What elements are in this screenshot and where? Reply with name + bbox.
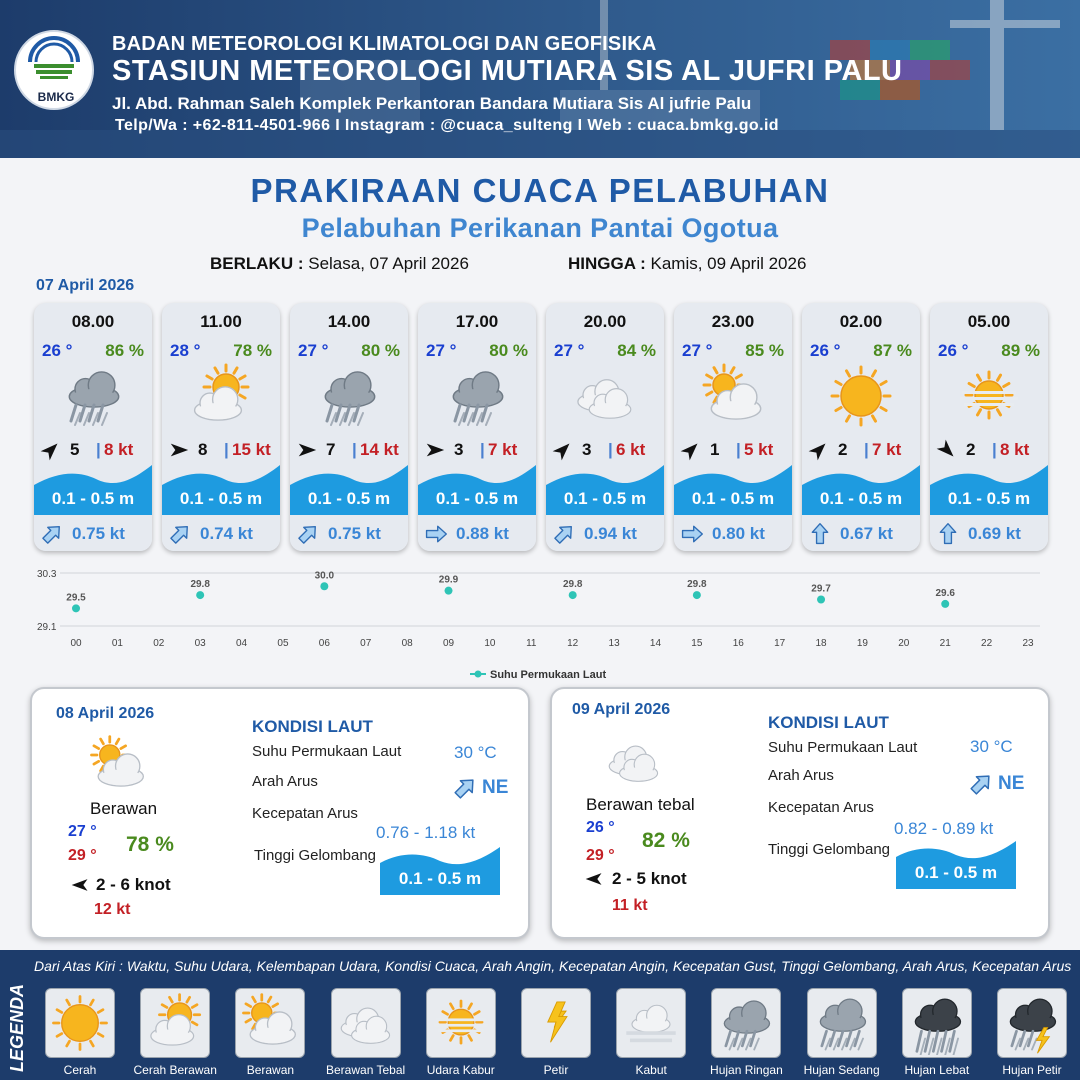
wind-speed: 1 (710, 440, 720, 459)
forecast-card (162, 303, 280, 551)
forecast-card (930, 303, 1048, 551)
current-info (162, 515, 280, 551)
min-temperature: 27 ° (68, 823, 97, 840)
daily-current-arrow (452, 775, 478, 806)
current-info (546, 515, 664, 551)
air-temperature: 26 ° (42, 341, 73, 360)
current-direction (680, 522, 704, 546)
x-tick-label: 09 (442, 638, 455, 649)
partly-cloudy-icon (186, 361, 256, 431)
humidity: 80 % (489, 341, 528, 360)
valid-to-label: HINGGA : (568, 254, 646, 273)
legend-description: Dari Atas Kiri : Waktu, Suhu Udara, Kelembapan Udara, Kondisi Cuaca, Arah Angin, Kecepatan Angin, Kecepatan Gust, Tinggi Gelombang, Arah Arus, Kecepatan Arus (34, 958, 1072, 974)
x-tick-label: 04 (236, 638, 248, 649)
air-temperature: 27 ° (682, 341, 713, 360)
x-tick-label: 21 (939, 638, 951, 649)
y-tick-label: 29.1 (37, 622, 57, 633)
air-temperature: 27 ° (298, 341, 329, 360)
legend-item-label: Hujan Lebat (904, 1063, 970, 1077)
air-temperature: 26 ° (810, 341, 841, 360)
humidity: 80 % (361, 341, 400, 360)
current-speed-label: Kecepatan Arus (252, 805, 358, 822)
partly-cloudy-icon (143, 991, 207, 1055)
cloudy-icon (238, 991, 302, 1055)
daily-date: 09 April 2026 (572, 701, 671, 718)
current-speed: 0.75 kt (328, 524, 381, 543)
station-name: STASIUN METEOROLOGI MUTIARA SIS AL JUFRI PALU (112, 55, 903, 87)
thunderstorm-icon (1000, 991, 1064, 1055)
station-address: Jl. Abd. Rahman Saleh Komplek Perkantoran Bandara Mutiara Sis Al jufrie Palu (112, 94, 752, 113)
legend-item (616, 988, 686, 1058)
x-tick-label: 01 (111, 638, 123, 649)
x-tick-label: 13 (608, 638, 620, 649)
data-label: 29.8 (687, 579, 707, 591)
heavy-rain-icon (905, 991, 969, 1055)
wind-speed: 7 (326, 440, 336, 459)
current-speed: 0.94 kt (584, 524, 637, 543)
daily-humidity: 82 % (642, 829, 690, 852)
min-temperature: 26 ° (586, 819, 615, 836)
current-arrow-icon (968, 771, 994, 797)
wind-arrow-icon (168, 439, 190, 461)
moderate-rain-icon (810, 991, 874, 1055)
wind-direction (168, 439, 190, 461)
x-tick-label: 16 (732, 638, 744, 649)
current-arrow-icon (296, 522, 320, 546)
wave-height: 0.1 - 0.5 m (563, 489, 647, 508)
wave-height: 0.1 - 0.5 m (819, 489, 903, 508)
current-speed-value: 0.82 - 0.89 kt (894, 819, 994, 838)
station-contact: Telp/Wa : +62-811-4501-966 I Instagram : @cuaca_sulteng I Web : cuaca.bmkg.go.id (115, 117, 779, 134)
current-speed-label: Kecepatan Arus (768, 799, 874, 816)
current-speed: 0.88 kt (456, 524, 509, 543)
legend-item (140, 988, 210, 1058)
daily-condition: Berawan tebal (586, 795, 695, 814)
data-label: 30.0 (314, 570, 335, 582)
data-label: 29.8 (562, 579, 583, 591)
forecast-time: 05.00 (967, 312, 1011, 331)
overcast-icon (602, 729, 666, 793)
daily-wind-speed: 2 - 6 knot (96, 875, 171, 894)
legend-item (902, 988, 972, 1058)
wind-speed: 3 (454, 440, 464, 459)
gust-speed: 7 kt (488, 440, 518, 459)
wind-separator: | (992, 440, 997, 459)
forecast-time: 14.00 (327, 312, 371, 331)
wind-info (680, 439, 788, 461)
wind-speed: 2 (838, 440, 848, 459)
wave-height-label: Tinggi Gelombang (768, 841, 891, 858)
humidity: 89 % (1001, 341, 1040, 360)
legend-item-label: Kabut (635, 1063, 667, 1077)
current-direction-label: Arah Arus (252, 773, 318, 790)
current-direction (808, 522, 832, 546)
wave-height: 0.1 - 0.5 m (691, 489, 775, 508)
daily-card (550, 687, 1050, 939)
data-label: 29.5 (66, 592, 86, 604)
x-tick-label: 11 (526, 638, 537, 649)
forecast-card (290, 303, 408, 551)
current-info (34, 515, 152, 551)
daily-date: 08 April 2026 (56, 705, 155, 722)
legend-item-label: Berawan (246, 1063, 295, 1077)
legend-item-label: Cerah Berawan (133, 1063, 217, 1077)
forecast-card (674, 303, 792, 551)
cloudy-icon (86, 733, 150, 797)
wind-info (936, 439, 1044, 461)
humidity: 78 % (233, 341, 272, 360)
current-info (802, 515, 920, 551)
wave-height: 0.1 - 0.5 m (179, 489, 263, 508)
wind-direction (424, 439, 446, 461)
wind-speed: 5 (70, 440, 80, 459)
legend-item-label: Hujan Ringan (710, 1063, 783, 1077)
clear-icon (48, 991, 112, 1055)
wind-direction (680, 439, 702, 461)
current-arrow-icon (424, 522, 448, 546)
current-speed: 0.69 kt (968, 524, 1021, 543)
wind-arrow-icon (936, 439, 958, 461)
current-direction (168, 522, 192, 546)
data-label: 29.8 (190, 579, 210, 591)
wind-separator: | (608, 440, 613, 459)
wave-height: 0.1 - 0.5 m (947, 489, 1031, 508)
wind-direction (936, 439, 958, 461)
x-tick-label: 07 (360, 638, 372, 649)
forecast-card (802, 303, 920, 551)
port-name: Pelabuhan Perikanan Pantai Ogotua (301, 213, 779, 243)
humidity: 86 % (105, 341, 144, 360)
data-point (693, 591, 701, 599)
forecast-card (418, 303, 536, 551)
wind-info (40, 439, 148, 461)
wind-arrow-icon (680, 439, 702, 461)
valid-from-label: BERLAKU : (210, 254, 304, 273)
current-direction-value: NE (998, 773, 1025, 794)
daily-gust: 11 kt (612, 897, 648, 914)
x-tick-label: 14 (649, 638, 662, 649)
wind-direction (552, 439, 574, 461)
wind-separator: | (480, 440, 485, 459)
wind-arrow-icon (584, 869, 604, 889)
legend-item (45, 988, 115, 1058)
daily-wind-direction (584, 869, 604, 894)
y-tick-label: 30.3 (37, 569, 57, 580)
wind-info (552, 439, 660, 461)
forecast-time: 17.00 (455, 312, 499, 331)
valid-to (568, 254, 806, 274)
page-title: PRAKIRAAN CUACA PELABUHAN (250, 172, 830, 209)
valid-from-value: Selasa, 07 April 2026 (308, 254, 469, 273)
current-arrow-icon (40, 522, 64, 546)
data-point (196, 591, 204, 599)
wind-info (424, 439, 532, 461)
wind-info (296, 439, 404, 461)
air-temperature: 27 ° (426, 341, 457, 360)
legend-item-label: Hujan Petir (1002, 1063, 1062, 1077)
sea-temp-chart (0, 560, 1080, 685)
gust-speed: 15 kt (232, 440, 271, 459)
sst-value: 30 °C (454, 743, 497, 762)
overcast-icon (570, 361, 640, 431)
current-speed: 0.75 kt (72, 524, 125, 543)
current-arrow-icon (680, 522, 704, 546)
current-speed: 0.80 kt (712, 524, 765, 543)
data-point (320, 582, 328, 590)
clear-icon (826, 361, 896, 431)
legend-item (521, 988, 591, 1058)
wind-direction (808, 439, 830, 461)
wind-separator: | (864, 440, 869, 459)
gust-speed: 8 kt (104, 440, 134, 459)
current-info (930, 515, 1048, 551)
daily-humidity: 78 % (126, 833, 174, 856)
wave-height: 0.1 - 0.5 m (307, 489, 391, 508)
current-info (418, 515, 536, 551)
current-direction-value: NE (482, 777, 509, 798)
wind-arrow-icon (70, 875, 90, 895)
data-point (72, 604, 80, 612)
lightning-icon (524, 991, 588, 1055)
data-point (941, 600, 949, 608)
wind-separator: | (736, 440, 741, 459)
daily-wind-speed: 2 - 5 knot (612, 869, 687, 888)
bmkg-logo (14, 30, 94, 110)
current-info (674, 515, 792, 551)
legend-item (711, 988, 781, 1058)
wind-direction (40, 439, 62, 461)
wind-arrow-icon (424, 439, 446, 461)
sea-conditions-title: KONDISI LAUT (768, 713, 889, 732)
x-tick-label: 23 (1022, 638, 1034, 649)
x-tick-label: 20 (898, 638, 910, 649)
current-direction-label: Arah Arus (768, 767, 834, 784)
data-label: 29.9 (438, 574, 459, 586)
data-point (817, 596, 825, 604)
light-rain-icon (314, 361, 384, 431)
gust-speed: 7 kt (872, 440, 902, 459)
forecast-card (546, 303, 664, 551)
daily-gust: 12 kt (94, 901, 131, 918)
header-banner (0, 0, 1080, 158)
legend-marker (475, 671, 482, 678)
cloudy-icon (698, 361, 768, 431)
forecast-time: 02.00 (839, 312, 883, 331)
x-tick-label: 05 (277, 638, 289, 649)
legend-item (807, 988, 877, 1058)
max-temperature: 29 ° (586, 847, 615, 864)
wind-info (168, 439, 276, 461)
gust-speed: 6 kt (616, 440, 646, 459)
humidity: 85 % (745, 341, 784, 360)
forecast-time: 23.00 (711, 312, 755, 331)
humidity: 84 % (617, 341, 656, 360)
daily-wave-height: 0.1 - 0.5 m (398, 869, 482, 888)
light-rain-icon (442, 361, 512, 431)
wind-arrow-icon (552, 439, 574, 461)
x-tick-label: 15 (691, 638, 703, 649)
gust-speed: 14 kt (360, 440, 399, 459)
legend-item-label: Petir (543, 1063, 569, 1077)
x-tick-label: 06 (318, 638, 330, 649)
legend-item-label: Udara Kabur (426, 1063, 495, 1077)
data-label: 29.7 (811, 583, 831, 595)
daily-current-arrow (968, 771, 994, 802)
x-tick-label: 12 (567, 638, 579, 649)
sst-label: Suhu Permukaan Laut (768, 739, 918, 756)
wind-separator: | (224, 440, 229, 459)
current-arrow-icon (808, 522, 832, 546)
x-tick-label: 02 (153, 638, 165, 649)
agency-name: BADAN METEOROLOGI KLIMATOLOGI DAN GEOFISIKA (112, 33, 657, 55)
wave-height-label: Tinggi Gelombang (254, 847, 377, 864)
legend-item (235, 988, 305, 1058)
wind-arrow-icon (808, 439, 830, 461)
wind-info (808, 439, 916, 461)
wave-height: 0.1 - 0.5 m (51, 489, 135, 508)
fog-icon (619, 991, 683, 1055)
wind-direction (296, 439, 318, 461)
air-temperature: 27 ° (554, 341, 585, 360)
light-rain-icon (58, 361, 128, 431)
svg-text:LEGENDA: LEGENDA (7, 983, 27, 1072)
current-direction (424, 522, 448, 546)
gust-speed: 8 kt (1000, 440, 1030, 459)
legend-item-label: Hujan Sedang (803, 1063, 880, 1077)
legend-title (4, 962, 30, 1074)
legend-item (426, 988, 496, 1058)
current-speed: 0.67 kt (840, 524, 893, 543)
wave-height: 0.1 - 0.5 m (435, 489, 519, 508)
current-arrow-icon (936, 522, 960, 546)
light-rain-icon (714, 991, 778, 1055)
legend-item (331, 988, 401, 1058)
wind-arrow-icon (40, 439, 62, 461)
forecast-time: 11.00 (200, 312, 242, 331)
wind-speed: 2 (966, 440, 976, 459)
air-temperature: 28 ° (170, 341, 201, 360)
sst-label: Suhu Permukaan Laut (252, 743, 402, 760)
data-label: 29.6 (935, 587, 955, 599)
current-direction (936, 522, 960, 546)
sst-value: 30 °C (970, 737, 1013, 756)
wind-separator: | (96, 440, 101, 459)
x-tick-label: 08 (401, 638, 413, 649)
current-direction (296, 522, 320, 546)
x-tick-label: 22 (981, 638, 993, 649)
current-info (290, 515, 408, 551)
daily-wind-direction (70, 875, 90, 900)
haze-icon (429, 991, 493, 1055)
current-direction (40, 522, 64, 546)
overcast-icon (334, 991, 398, 1055)
x-tick-label: 03 (194, 638, 206, 649)
daily-condition: Berawan (90, 799, 158, 818)
current-direction (552, 522, 576, 546)
wind-separator: | (352, 440, 357, 459)
daily-wave-height: 0.1 - 0.5 m (914, 863, 998, 882)
current-arrow-icon (168, 522, 192, 546)
forecast-time: 08.00 (71, 312, 115, 331)
logo-text: BMKG (37, 90, 75, 104)
valid-from (210, 254, 469, 274)
bmkg-logo-icon (16, 32, 92, 88)
current-arrow-icon (552, 522, 576, 546)
air-temperature: 26 ° (938, 341, 969, 360)
gust-speed: 5 kt (744, 440, 774, 459)
max-temperature: 29 ° (68, 847, 97, 864)
x-tick-label: 10 (484, 638, 496, 649)
x-tick-label: 00 (70, 638, 82, 649)
current-arrow-icon (452, 775, 478, 801)
forecast-card (34, 303, 152, 551)
day1-date: 07 April 2026 (36, 277, 135, 294)
wind-arrow-icon (296, 439, 318, 461)
wind-speed: 3 (582, 440, 592, 459)
daily-card (30, 687, 530, 939)
wind-speed: 8 (198, 440, 208, 459)
humidity: 87 % (873, 341, 912, 360)
valid-to-value: Kamis, 09 April 2026 (650, 254, 807, 273)
haze-icon (954, 361, 1024, 431)
x-tick-label: 19 (856, 638, 868, 649)
current-speed: 0.74 kt (200, 524, 253, 543)
sea-conditions-title: KONDISI LAUT (252, 717, 373, 736)
legend-item-label: Cerah (63, 1063, 97, 1077)
data-point (445, 587, 453, 595)
legend-label: Suhu Permukaan Laut (490, 669, 607, 681)
legend-item (997, 988, 1067, 1058)
data-point (569, 591, 577, 599)
legend-item-label: Berawan Tebal (326, 1063, 406, 1077)
forecast-time: 20.00 (583, 312, 627, 331)
x-tick-label: 17 (774, 638, 786, 649)
x-tick-label: 18 (815, 638, 827, 649)
current-speed-value: 0.76 - 1.18 kt (376, 823, 476, 842)
